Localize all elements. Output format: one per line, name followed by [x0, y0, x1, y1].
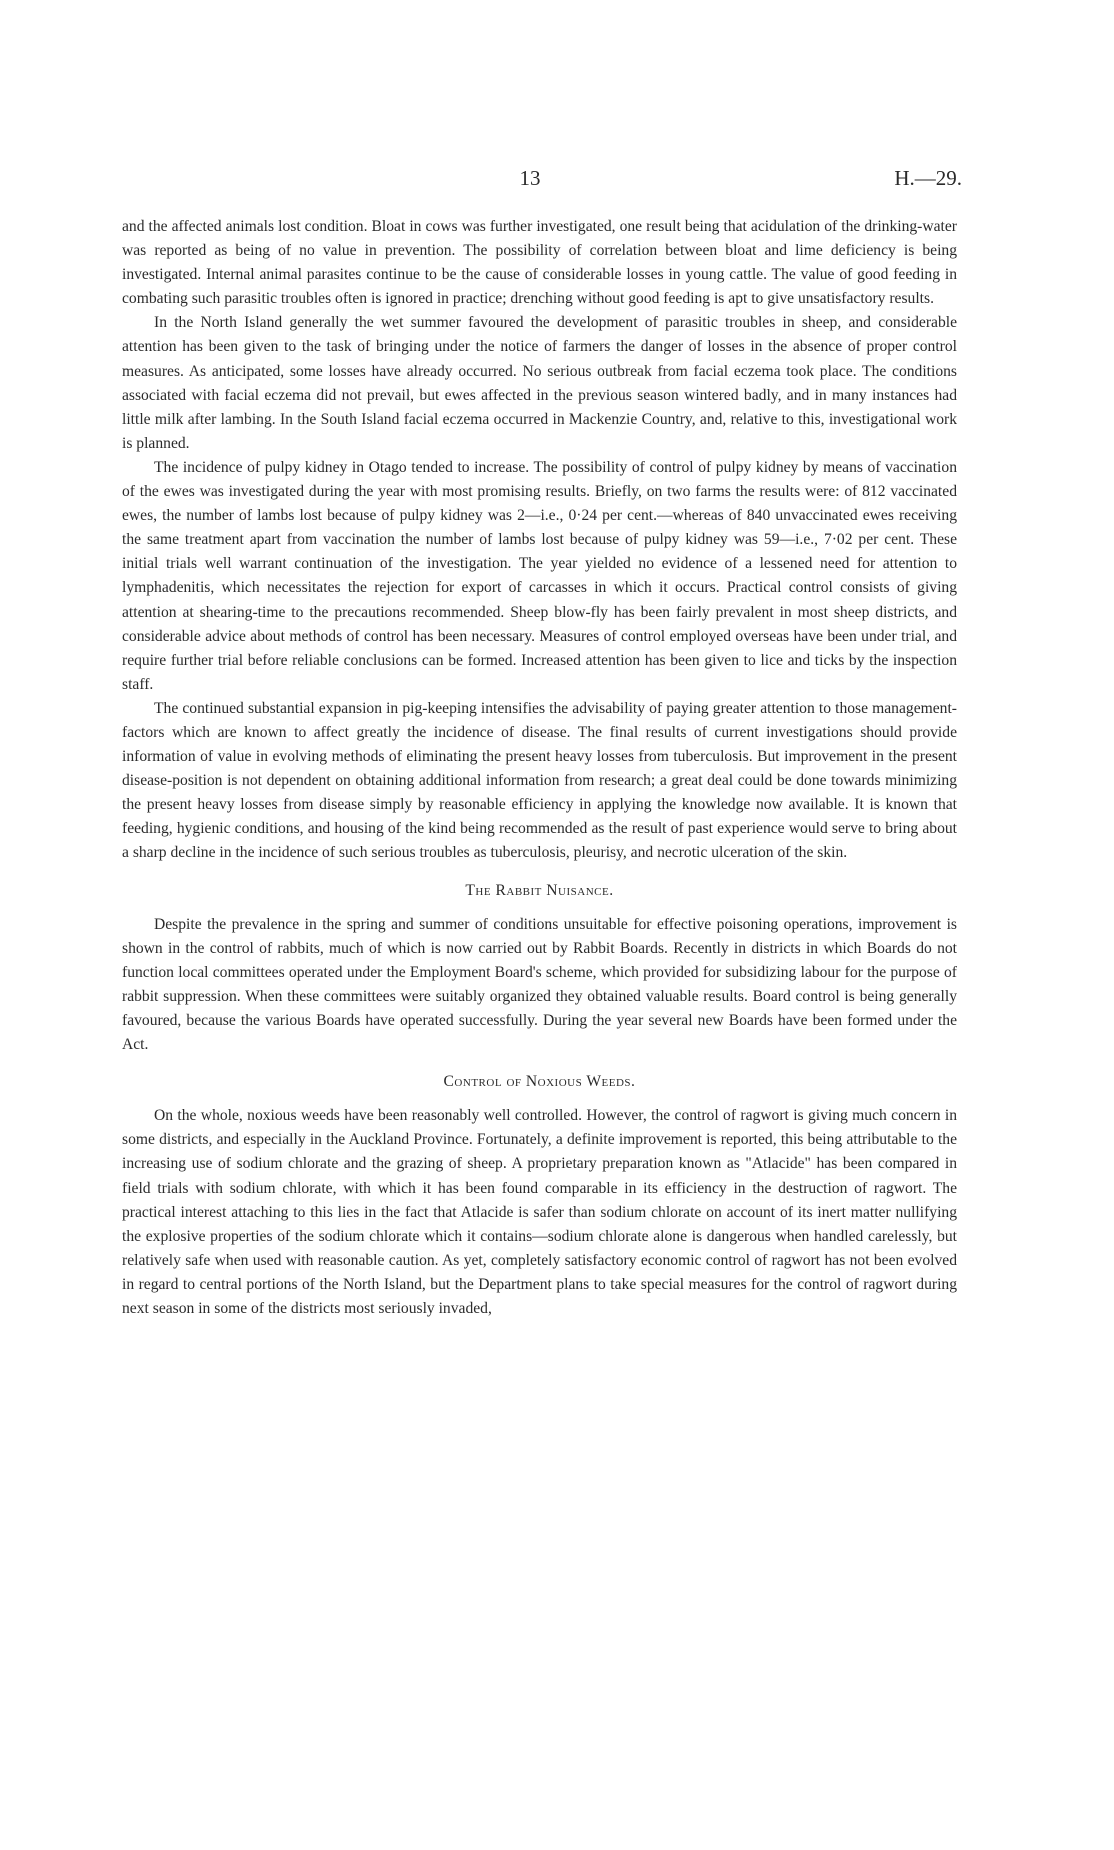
section-heading-rabbit-nuisance: The Rabbit Nuisance. [465, 881, 614, 899]
body-text [122, 215, 957, 1321]
document-reference: H.—29. [894, 166, 962, 190]
paragraph-cattle-parasites: and the affected animals lost condition. Bloat in cows was further investigated, one result being that acidulation of the drinking-water was reported as being of no value in prevention. The possibility of correlation between bloat and lime deficiency is being investigated. Internal animal parasites continue to be the cause of considerable losses in young cattle. The value of good feeding in combating such parasitic troubles often is ignored in practice; drenching without good feeding is apt to give unsatisfactory results. [122, 218, 957, 308]
page-number: 13 [519, 166, 541, 190]
paragraph-pulpy-kidney: The incidence of pulpy kidney in Otago tended to increase. The possibility of control of pulpy kidney by means of vaccination of the ewes was investigated during the year with most promising results. Briefly, on two farms the results were: of 812 vaccinated ewes, the number of lambs lost because of pulpy kidney was 2—i.e., 0·24 per cent.—whereas of 840 unvaccinated ewes receiving the same treatment apart from vaccination the number of lambs lost because of pulpy kidney was 59—i.e., 7·02 per cent. These initial trials well warrant continuation of the investigation. The year yielded no evidence of a lessened need for attention to lymphadenitis, which necessitates the rejection for export of carcasses in which it occurs. Practical control consists of giving attention at shearing-time to the precautions recommended. Sheep blow-fly has been fairly prevalent in most sheep districts, and considerable advice about methods of control has been necessary. Measures of control employed overseas have been under trial, and require further trial before reliable conclusions can be formed. Increased attention has been given to lice and ticks by the inspection staff. [122, 458, 957, 693]
section-heading-noxious-weeds: Control of Noxious Weeds. [443, 1073, 636, 1091]
paragraph-noxious-weeds: On the whole, noxious weeds have been reasonably well controlled. However, the control of ragwort is giving much concern in some districts, and especially in the Auckland Province. Fortunately, a definite improvement is reported, this being attributable to the increasing use of sodium chlorate and the grazing of sheep. A proprietary preparation known as "Atlacide" has been compared in field trials with sodium chlorate, with which it has been found comparable in its efficiency in the destruction of ragwort. The practical interest attaching to this lies in the fact that Atlacide is safer than sodium chlorate on account of its inert matter nullifying the explosive properties of the sodium chlorate which it contains—sodium chlorate alone is dangerous when handled carelessly, but relatively safe when used with reasonable caution. As yet, completely satisfactory economic control of ragwort has not been evolved in regard to central portions of the North Island, but the Department plans to take special measures for the control of ragwort during next season in some of the districts most seriously invaded, [122, 1107, 957, 1318]
paragraph-sheep-parasites: In the North Island generally the wet summer favoured the development of parasitic troubles in sheep, and considerable attention has been given to the task of bringing under the notice of farmers the danger of losses in the absence of proper control measures. As anticipated, some losses have already occurred. No serious outbreak from facial eczema took place. The conditions associated with facial eczema did not prevail, but ewes affected in the previous season wintered badly, and in many instances had little milk after lambing. In the South Island facial eczema occurred in Mackenzie Country, and, relative to this, investigational work is planned. [122, 314, 957, 452]
paragraph-rabbit-nuisance: Despite the prevalence in the spring and summer of conditions unsuitable for effective poisoning operations, improvement is shown in the control of rabbits, much of which is now carried out by Rabbit Boards. Recently in districts in which Boards do not function local committees operated under the Employment Board's scheme, which provided for subsidizing labour for the purpose of rabbit suppression. When these committees were suitably organized they obtained valuable results. Board control is being generally favoured, because the various Boards have operated successfully. During the year several new Boards have been formed under the Act. [122, 915, 957, 1054]
paragraph-pig-keeping: The continued substantial expansion in pig-keeping intensifies the advisability of paying greater attention to those management-factors which are known to affect greatly the incidence of disease. The final results of current investigations should provide information of value in evolving methods of eliminating the present heavy losses from tuberculosis. But improvement in the present disease-position is not dependent on obtaining additional information from research; a great deal could be done towards minimizing the present heavy losses from disease simply by reasonable efficiency in applying the knowledge now available. It is known that feeding, hygienic conditions, and housing of the kind being recommended as the result of past experience would serve to bring about a sharp decline in the incidence of such serious troubles as tuberculosis, pleurisy, and necrotic ulceration of the skin. [122, 699, 957, 862]
page-header [120, 166, 962, 196]
